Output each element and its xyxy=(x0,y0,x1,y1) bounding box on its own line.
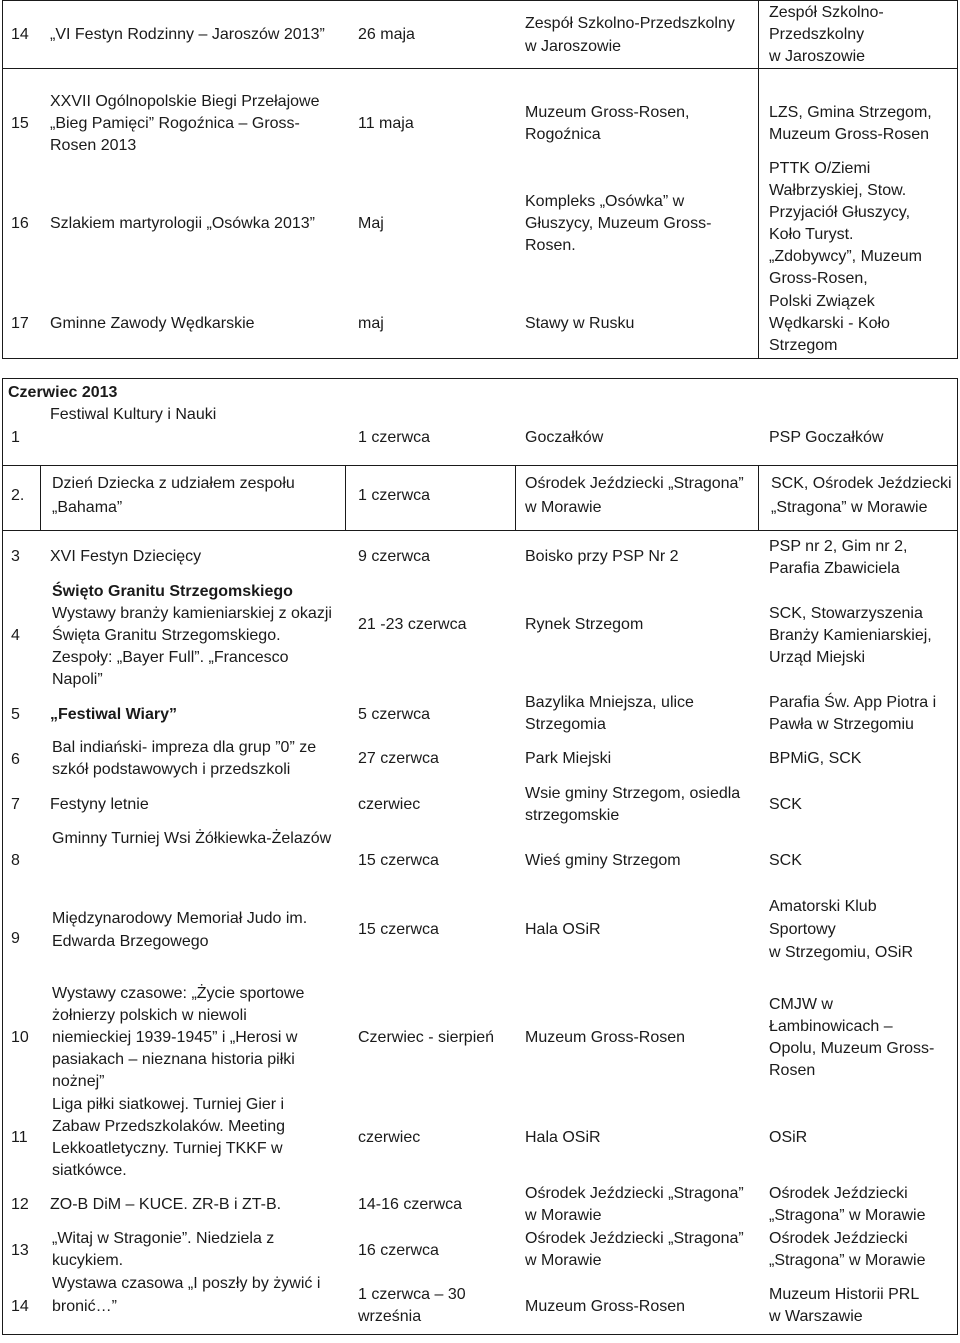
june-row2-organizer: „Stragona” w Morawie xyxy=(771,499,928,516)
june-row6-place: Park Miejski xyxy=(525,750,612,767)
row17-place: Stawy w Rusku xyxy=(525,315,635,332)
june-row10-number: 10 xyxy=(11,1029,29,1046)
june-row3-number: 3 xyxy=(11,548,20,565)
june-row1-organizer: PSP Goczałków xyxy=(769,429,884,446)
june-row13-date: 16 czerwca xyxy=(358,1242,439,1259)
june-row11-number: 11 xyxy=(11,1129,28,1146)
june-row14-organizer: Muzeum Historii PRL xyxy=(769,1286,920,1303)
june-row10-place: Muzeum Gross-Rosen xyxy=(525,1029,686,1046)
june-row2-place: w Morawie xyxy=(525,499,602,516)
june-row3-organizer: Parafia Zbawiciela xyxy=(769,560,900,577)
row15-event-name: „Bieg Pamięci” Rogoźnica – Gross- xyxy=(50,115,300,132)
table1-row-divider xyxy=(2,68,958,69)
june-row4-event-name: Święta Granitu Strzegomskiego. xyxy=(52,627,281,644)
june-row5-number: 5 xyxy=(11,706,20,723)
june-row9-date: 15 czerwca xyxy=(358,921,439,938)
june-row3-organizer: PSP nr 2, Gim nr 2, xyxy=(769,538,908,555)
row16-place: Głuszycy, Muzeum Gross- xyxy=(525,215,712,232)
june-row9-event-name: Międzynarodowy Memoriał Judo im. xyxy=(52,910,308,927)
june-row13-event-name: „Witaj w Stragonie”. Niedziela z xyxy=(52,1230,275,1247)
june-row6-event-name: Bal indiański- impreza dla grup ”0” ze xyxy=(52,739,317,756)
june-row5-organizer: Parafia Św. App Piotra i xyxy=(769,694,937,711)
row16-place: Rosen. xyxy=(525,237,576,254)
row16-organizer: Koło Turyst. xyxy=(769,226,854,243)
june-row2-number: 2. xyxy=(11,487,25,504)
june-row12-event-name: ZO-B DiM – KUCE. ZR-B i ZT-B. xyxy=(50,1196,282,1213)
june-row1-number: 1 xyxy=(11,429,20,446)
row16-date: Maj xyxy=(358,215,384,232)
row17-event-name: Gminne Zawody Wędkarskie xyxy=(50,315,255,332)
row16-organizer: „Zdobywcy”, Muzeum xyxy=(769,248,922,265)
june-row7-place: Wsie gminy Strzegom, osiedla xyxy=(525,785,741,802)
june-row13-organizer: Ośrodek Jeździecki xyxy=(769,1230,908,1247)
june-row4-event-name: Wystawy branży kamieniarskiej z okazji xyxy=(52,605,332,622)
table2-left-border xyxy=(2,378,3,1335)
june-row9-place: Hala OSiR xyxy=(525,921,601,938)
june-row5-date: 5 czerwca xyxy=(358,706,431,723)
section-heading-june: Czerwiec 2013 xyxy=(8,384,118,401)
table1-left-border xyxy=(2,0,3,359)
row14-number: 14 xyxy=(11,26,29,43)
june-row12-organizer: Ośrodek Jeździecki xyxy=(769,1185,908,1202)
june-row12-date: 14-16 czerwca xyxy=(358,1196,463,1213)
row16-organizer: Gross-Rosen, xyxy=(769,270,868,287)
june-row10-organizer: CMJW w xyxy=(769,996,833,1013)
june-row3-event-name: XVI Festyn Dziecięcy xyxy=(50,548,202,565)
row16-event-name: Szlakiem martyrologii „Osówka 2013” xyxy=(50,215,315,232)
june-row14-place: Muzeum Gross-Rosen xyxy=(525,1298,686,1315)
table2-col-divider xyxy=(345,465,346,530)
june-row13-number: 13 xyxy=(11,1242,29,1259)
table2-bottom-border xyxy=(2,1334,958,1335)
june-row4-number: 4 xyxy=(11,627,20,644)
june-row8-number: 8 xyxy=(11,852,20,869)
june-row10-event-name: Wystawy czasowe: „Życie sportowe xyxy=(52,985,305,1002)
june-row9-number: 9 xyxy=(11,930,20,947)
june-row13-event-name: kucykiem. xyxy=(52,1252,124,1269)
row16-place: Kompleks „Osówka” w xyxy=(525,193,685,210)
june-row14-organizer: w Warszawie xyxy=(769,1308,863,1325)
june-row2-date: 1 czerwca xyxy=(358,487,431,504)
row17-organizer: Polski Związek xyxy=(769,293,875,310)
june-row12-organizer: „Stragona” w Morawie xyxy=(769,1207,926,1224)
june-row1-place: Goczałków xyxy=(525,429,604,446)
row14-place: w Jaroszowie xyxy=(525,38,622,55)
row15-date: 11 maja xyxy=(358,115,414,132)
table1-col-divider xyxy=(758,0,759,359)
june-row10-event-name: żołnierzy polskich w niewoli xyxy=(52,1007,247,1024)
june-row10-event-name: pasiakach – nieznana historia piłki xyxy=(52,1051,295,1068)
june-row10-organizer: Łambinowicach – xyxy=(769,1018,893,1035)
june-row14-event-name: bronić…” xyxy=(52,1298,117,1315)
june-row6-number: 6 xyxy=(11,751,20,768)
row14-date: 26 maja xyxy=(358,26,415,43)
june-row4-organizer: SCK, Stowarzyszenia xyxy=(769,605,923,622)
june-row10-event-name: niemieckiej 1939-1945” i „Herosi w xyxy=(52,1029,298,1046)
june-row4-date: 21 -23 czerwca xyxy=(358,616,467,633)
june-row12-place: w Morawie xyxy=(525,1207,602,1224)
june-row7-place: strzegomskie xyxy=(525,807,620,824)
june-row12-number: 12 xyxy=(11,1196,29,1213)
row16-organizer: Wałbrzyskiej, Stow. xyxy=(769,182,907,199)
june-row10-organizer: Opolu, Muzeum Gross- xyxy=(769,1040,935,1057)
table2-col-divider xyxy=(40,465,41,530)
row14-organizer: w Jaroszowie xyxy=(769,48,866,65)
june-row5-place: Strzegomia xyxy=(525,716,606,733)
table2-row-divider xyxy=(2,530,958,531)
june-row9-event-name: Edwarda Brzegowego xyxy=(52,933,209,950)
june-row10-date: Czerwiec - sierpień xyxy=(358,1029,495,1046)
june-row7-date: czerwiec xyxy=(358,796,421,813)
june-row11-date: czerwiec xyxy=(358,1129,421,1146)
june-row2-event-name: Dzień Dziecka z udziałem zespołu xyxy=(52,475,295,492)
june-row13-place: Ośrodek Jeździecki „Stragona” xyxy=(525,1230,744,1247)
june-row11-event-name: Liga piłki siatkowej. Turniej Gier i xyxy=(52,1096,285,1113)
june-row8-organizer: SCK xyxy=(769,852,802,869)
june-row9-organizer: w Strzegomiu, OSiR xyxy=(769,944,914,961)
june-row3-place: Boisko przy PSP Nr 2 xyxy=(525,548,679,565)
june-row13-place: w Morawie xyxy=(525,1252,602,1269)
june-row5-place: Bazylika Mniejsza, ulice xyxy=(525,694,694,711)
june-row11-event-name: Zabaw Przedszkolaków. Meeting xyxy=(52,1118,285,1135)
table2-right-border xyxy=(957,378,958,1335)
june-row13-organizer: „Stragona” w Morawie xyxy=(769,1252,926,1269)
june-row4-organizer: Branży Kamieniarskiej, xyxy=(769,627,932,644)
row15-organizer: LZS, Gmina Strzegom, xyxy=(769,104,932,121)
table1-bottom-border xyxy=(2,358,958,359)
june-row2-organizer: SCK, Ośrodek Jeździecki xyxy=(771,475,952,492)
june-row9-organizer: Amatorski Klub xyxy=(769,898,877,915)
june-row7-organizer: SCK xyxy=(769,796,802,813)
june-row6-date: 27 czerwca xyxy=(358,750,439,767)
row15-event-name: Rosen 2013 xyxy=(50,137,137,154)
june-row14-number: 14 xyxy=(11,1298,29,1315)
row14-place: Zespół Szkolno-Przedszkolny xyxy=(525,15,735,32)
june-row11-organizer: OSiR xyxy=(769,1129,808,1146)
june-row4-event-name: Zespoły: „Bayer Full”. „Francesco xyxy=(52,649,289,666)
june-row4-event-name: Napoli” xyxy=(52,671,103,688)
june-row2-event-name: „Bahama” xyxy=(52,499,123,516)
june-row11-event-name: Lekkoatletyczny. Turniej TKKF w xyxy=(52,1140,283,1157)
june-row12-place: Ośrodek Jeździecki „Stragona” xyxy=(525,1185,744,1202)
june-row8-place: Wieś gminy Strzegom xyxy=(525,852,681,869)
june-row1-event-name: Festiwal Kultury i Nauki xyxy=(50,406,217,423)
june-row9-organizer: Sportowy xyxy=(769,921,836,938)
row17-number: 17 xyxy=(11,315,29,332)
june-row14-date: 1 czerwca – 30 xyxy=(358,1286,466,1303)
june-row8-event-name: Gminny Turniej Wsi Żółkiewka-Żelazów xyxy=(52,830,332,847)
row15-event-name: XXVII Ogólnopolskie Biegi Przełajowe xyxy=(50,93,320,110)
june-row4-event-title: Święto Granitu Strzegomskiego xyxy=(52,583,293,600)
june-row6-event-name: szkół podstawowych i przedszkoli xyxy=(52,761,291,778)
row14-event-name: „VI Festyn Rodzinny – Jaroszów 2013” xyxy=(50,26,325,43)
table1-top-border xyxy=(2,0,958,1)
row16-number: 16 xyxy=(11,215,29,232)
june-row4-organizer: Urząd Miejski xyxy=(769,649,866,666)
june-row1-date: 1 czerwca xyxy=(358,429,431,446)
june-row7-event-name: Festyny letnie xyxy=(50,796,149,813)
june-row14-event-name: Wystawa czasowa „I poszły by żywić i xyxy=(52,1275,321,1292)
june-row10-organizer: Rosen xyxy=(769,1062,816,1079)
row15-place: Rogoźnica xyxy=(525,126,601,143)
june-row14-date: września xyxy=(358,1308,422,1325)
row17-organizer: Wędkarski - Koło xyxy=(769,315,890,332)
table1-right-border xyxy=(957,0,958,359)
june-row3-date: 9 czerwca xyxy=(358,548,431,565)
row14-organizer: Przedszkolny xyxy=(769,26,865,43)
row15-organizer: Muzeum Gross-Rosen xyxy=(769,126,930,143)
june-row4-place: Rynek Strzegom xyxy=(525,616,644,633)
row14-organizer: Zespół Szkolno- xyxy=(769,4,884,21)
june-row8-date: 15 czerwca xyxy=(358,852,439,869)
table2-col-divider xyxy=(758,465,759,530)
row15-place: Muzeum Gross-Rosen, xyxy=(525,104,690,121)
row16-organizer: PTTK O/Ziemi xyxy=(769,160,871,177)
row17-organizer: Strzegom xyxy=(769,337,838,354)
june-row5-event-name: „Festiwal Wiary” xyxy=(50,706,178,723)
table2-row-divider xyxy=(2,465,958,466)
june-row11-event-name: siatkówce. xyxy=(52,1162,127,1179)
june-row2-place: Ośrodek Jeździecki „Stragona” xyxy=(525,475,744,492)
june-row6-organizer: BPMiG, SCK xyxy=(769,750,862,767)
june-row5-organizer: Pawła w Strzegomiu xyxy=(769,716,914,733)
june-row10-event-name: nożnej” xyxy=(52,1073,105,1090)
row16-organizer: Przyjaciół Głuszycy, xyxy=(769,204,911,221)
june-row7-number: 7 xyxy=(11,796,20,813)
row17-date: maj xyxy=(358,315,384,332)
table2-top-border xyxy=(2,378,958,379)
table2-col-divider xyxy=(515,465,516,530)
june-row11-place: Hala OSiR xyxy=(525,1129,601,1146)
row15-number: 15 xyxy=(11,115,29,132)
